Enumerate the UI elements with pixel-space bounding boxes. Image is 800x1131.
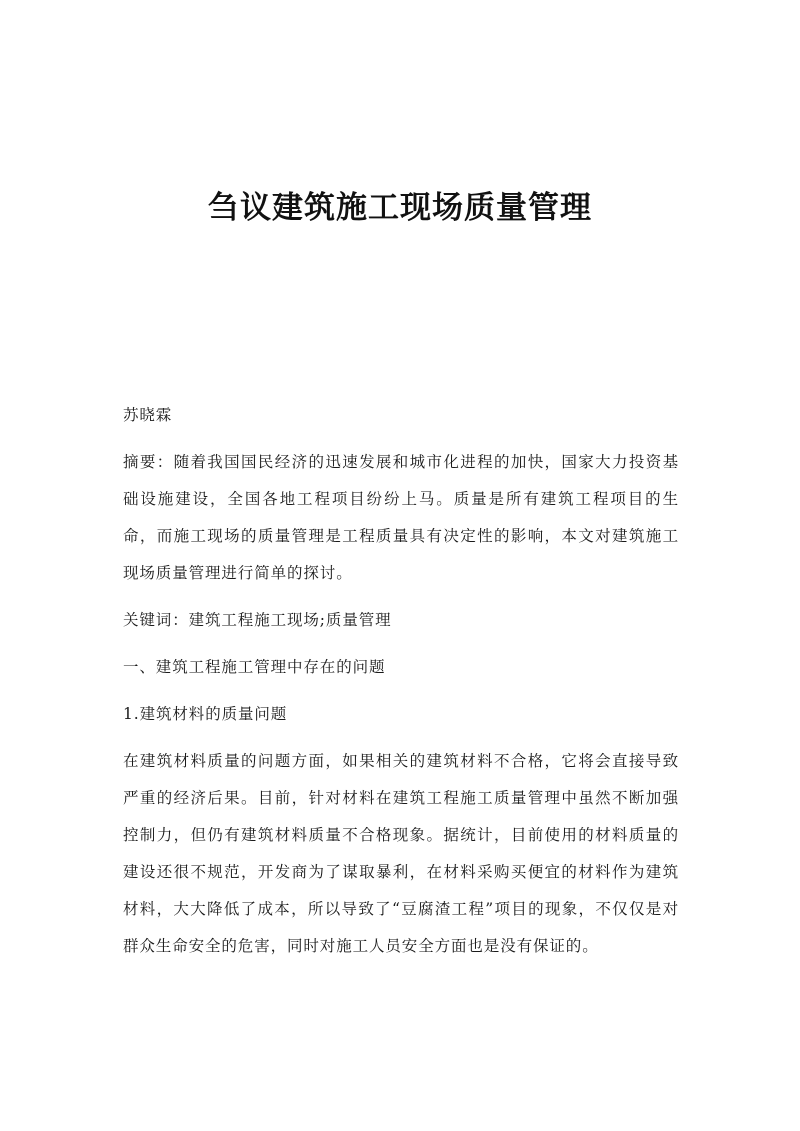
abstract-paragraph: 摘要：随着我国国民经济的迅速发展和城市化进程的加快，国家大力投资基础设施建设，全国各地工程项目纷纷上马。质量是所有建筑工程项目的生命，而施工现场的质量管理是工程质量具有决定性的影响，本文对建筑施工现场质量管理进行简单的探讨。 <box>123 453 679 582</box>
subsection-heading: 1.建筑材料的质量问题 <box>123 705 288 723</box>
document-body <box>123 397 679 975</box>
author-name: 苏晓霖 <box>123 406 173 424</box>
document-title: 刍议建筑施工现场质量管理 <box>208 190 592 226</box>
body-paragraph: 在建筑材料质量的问题方面，如果相关的建筑材料不合格，它将会直接导致严重的经济后果。目前，针对材料在建筑工程施工质量管理中虽然不断加强控制力，但仍有建筑材料质量不合格现象。据统计，目前使用的材料质量的建设还很不规范，开发商为了谋取暴利，在材料采购买便宜的材料作为建筑材料，大大降低了成本，所以导致了“豆腐渣工程”项目的现象，不仅仅是对群众生命安全的危害，同时对施工人员安全方面也是没有保证的。 <box>123 752 679 955</box>
section-heading: 一、建筑工程施工管理中存在的问题 <box>123 658 386 676</box>
keywords-line: 关键词：建筑工程施工现场;质量管理 <box>123 611 392 629</box>
